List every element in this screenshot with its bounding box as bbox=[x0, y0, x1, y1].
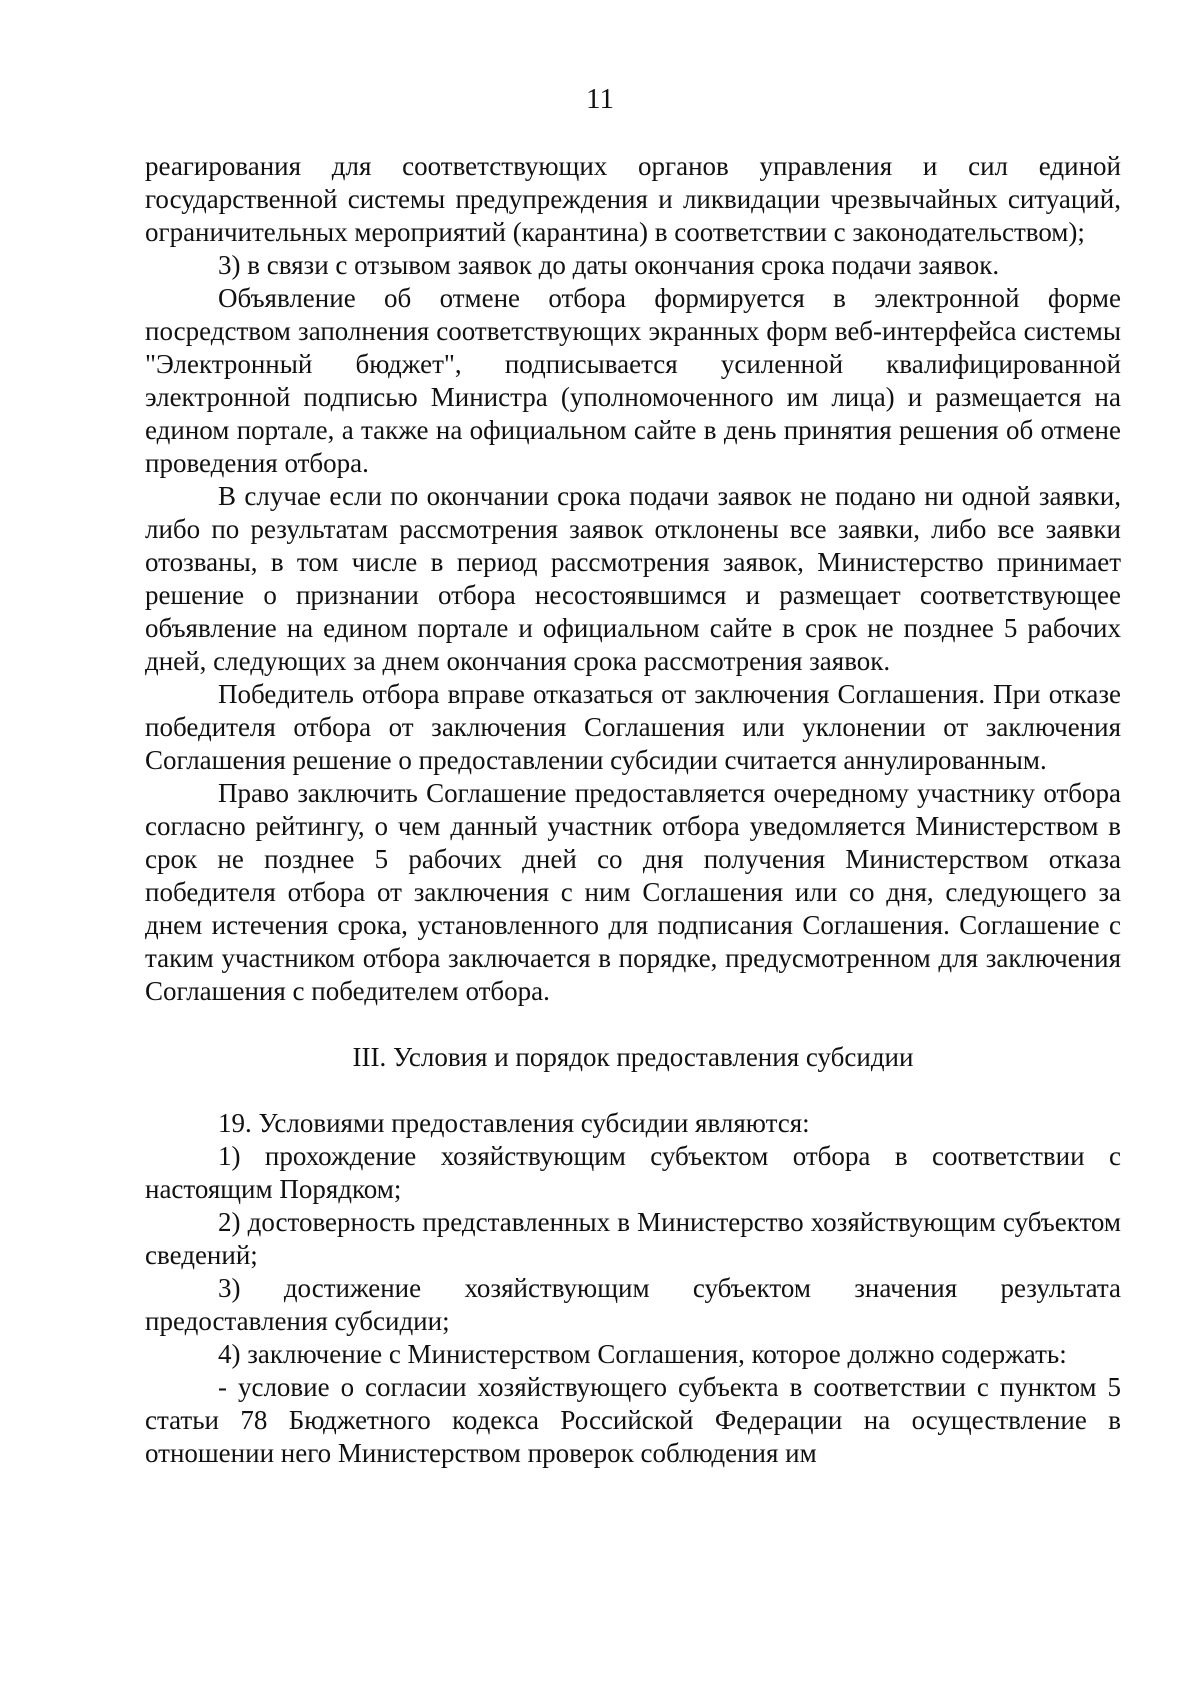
list-item: 2) достоверность представленных в Министерство хозяйствующим субъектом сведений; bbox=[145, 1207, 1121, 1270]
paragraph: Победитель отбора вправе отказаться от заключения Соглашения. При отказе победителя отбора от заключения Соглашения или уклонении от заключения Соглашения решение о предоставлении субсидии считается аннулированным. bbox=[145, 679, 1121, 775]
list-item: 1) прохождение хозяйствующим субъектом отбора в соответствии с настоящим Порядком; bbox=[145, 1141, 1121, 1204]
document-body bbox=[145, 150, 1121, 1470]
paragraph: 19. Условиями предоставления субсидии являются: bbox=[218, 1108, 810, 1138]
paragraph: Право заключить Соглашение предоставляется очередному участнику отбора согласно рейтингу, о чем данный участник отбора уведомляется Министерством в срок не позднее 5 рабочих дней со дня получения Министерством отказа победителя отбора от заключения с ним Соглашения или со дня, следующего за днем истечения срока, установленного для подписания Соглашения. Соглашение с таким участником отбора заключается в порядке, предусмотренном для заключения Соглашения с победителем отбора. bbox=[145, 778, 1121, 1006]
paragraph: 3) в связи с отзывом заявок до даты окончания срока подачи заявок. bbox=[218, 250, 1000, 280]
list-item: 4) заключение с Министерством Соглашения, которое должно содержать: bbox=[218, 1339, 1067, 1369]
section-heading: III. Условия и порядок предоставления субсидии bbox=[352, 1042, 914, 1072]
paragraph-continuation: реагирования для соответствующих органов управления и сил единой государственной системы предупреждения и ликвидации чрезвычайных ситуаций, ограничительных мероприятий (карантина) в соответствии с законодательством); bbox=[145, 151, 1121, 247]
list-item: - условие о согласии хозяйствующего субъекта в соответствии с пунктом 5 статьи 78 Бюджетного кодекса Российской Федерации на осуществление в отношении него Министерством проверок соблюдения им bbox=[145, 1372, 1121, 1468]
paragraph: Объявление об отмене отбора формируется в электронной форме посредством заполнения соответствующих экранных форм веб-интерфейса системы "Электронный бюджет", подписывается усиленной квалифицированной электронной подписью Министра (уполномоченного им лица) и размещается на едином портале, а также на официальном сайте в день принятия решения об отмене проведения отбора. bbox=[145, 283, 1121, 478]
list-item: 3) достижение хозяйствующим субъектом значения результата предоставления субсидии; bbox=[145, 1273, 1121, 1336]
page-number: 11 bbox=[586, 83, 614, 115]
paragraph: В случае если по окончании срока подачи заявок не подано ни одной заявки, либо по результатам рассмотрения заявок отклонены все заявки, либо все заявки отозваны, в том числе в период рассмотрения заявок, Министерство принимает решение о признании отбора несостоявшимся и размещает соответствующее объявление на едином портале и официальном сайте в срок не позднее 5 рабочих дней, следующих за днем окончания срока рассмотрения заявок. bbox=[145, 481, 1121, 676]
